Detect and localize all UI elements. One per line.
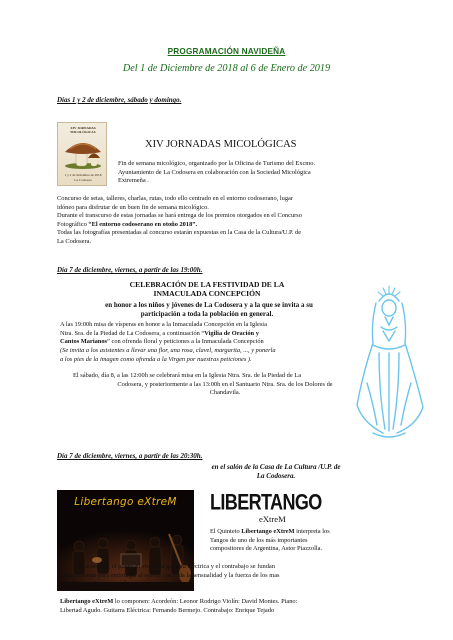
body-line: Concurso de setas, talleres, charlas, rutas, todo ello centrado en el entorno codoserano, lugar [57,195,294,202]
poster-line: MICOLÓGICAS [70,130,96,134]
mycology-poster [57,122,107,186]
mushroom-icon [62,136,104,170]
mass-line [60,330,259,339]
saturday-line: Codosera, y posteriormente a las 13:00h en el Santuario Ntra. Sra. de los Dolores de [117,380,333,388]
quintet-line [210,528,330,537]
quintet-name: Libertango eXtreM [241,528,295,535]
mass-line [60,338,264,347]
poster-title: Libertango eXtreM [74,496,177,508]
quintet-line: compositores de Argentina, Astor Piazzolla. [210,545,323,553]
festivity-title-line: CELEBRACIÓN DE LA FESTIVIDAD DE LA [129,280,285,289]
contest-prefix: Fotográfico [57,220,89,228]
contest-line [57,221,197,230]
mass-line-text: Ntra. Sra. de la Piedad de La Codosera, a continuación “ [60,329,205,337]
intro-line: Ayuntamiento de La Codosera en colaboración con la Sociedad Micológica [118,168,311,176]
body-line: idóneo para disfrutar de un buen fin de semana micológico. [57,203,209,211]
libertango-logo-sub: eXtreM [259,514,286,524]
invite-line: participación a toda la población en general. [140,310,274,318]
poster-line: 1 y 2 de diciembre de 2018 [64,173,102,177]
invite-line: en honor a los niños y jóvenes de La Codosera y a la que se invita a su [105,301,313,309]
page-subtitle: Del 1 de Diciembre de 2018 al 6 de Enero de 2019 [122,63,331,74]
body-line: magistralmente para embriagar al oyente con toda la sensualidad y la fuerza de los mas [57,571,280,579]
members-line [60,598,297,607]
contest-name: “El entorno codoserano en otoño 2018”. [88,220,198,228]
intro-line: Fin de semana micológico, organizado por la Oficina de Turismo del Excmo. [118,160,316,167]
quintet-line: Tangos de uno de los más importantes [210,536,308,544]
virgin-mary-icon [343,283,435,441]
members-prefix: Libertango eXtreM [60,598,114,605]
members-line: Libertad Agudo. Guitarra Eléctrica: Fernando Bermejo. Contrabajo: Enrique Tejado [60,606,275,614]
venue-line: La Codosera. [256,472,296,481]
event-title-micologicas: XIV JORNADAS MICOLÓGICAS [145,139,297,150]
marian-songs: Cantos Marianos [60,338,108,346]
intro-line: Extremeña . [118,177,149,185]
venue-line: en el salón de la Casa de La Cultura /U.P. de [211,463,341,471]
saturday-line: Chandavila. [209,389,241,397]
vigil-name: Vigilia de Oración y [204,329,259,337]
mass-line: A las 19:00h misa de vísperas en honor a la Inmaculada Concepción en la Iglesia [60,321,267,328]
page-title: PROGRAMACIÓN NAVIDEÑA [167,47,286,56]
poster-line: La Codosera [74,178,92,182]
libertango-logo: LIBERTANGO [210,490,322,515]
quintet-text: interpreta los [294,528,330,535]
note-line: a los pies de la imagen como ofrenda a la Virgen por nuestras peticiones ). [60,355,252,363]
body-line: El acordeón, el piano, el violín, la guitarra eléctrica y el contrabajo se fundan [78,563,275,570]
quintet-prefix: El Quinteto [210,528,242,535]
body-line: Todas las fotografías presentadas al concurso estarán expuestas en la Casa de la Cultura/U.P. de [57,229,302,237]
saturday-line: El sábado, día 8, a las 12:00h se celebrará misa en la Iglesia Ntra. Sra. de la Piedad de La [73,372,302,379]
section1-heading: Días 1 y 2 de diciembre, sábado y domingo. [57,96,182,104]
body-line: bellos Tangos Instrumentales. [57,580,133,588]
body-line: Durante el transcurso de estas jornadas se hará entrega de los premios otorgados en el Concurso [57,212,302,220]
members-text: lo componen: Acordeón: Leonor Rodrigo Violín: David Montes. Piano: [113,598,298,605]
note-line: (Se invita a los asistentes a llevar una flor, una rosa, clavel, margarita, ..., y ponerla [60,347,276,354]
section3-heading: Día 7 de diciembre, viernes, a partir de las 20:30h. [57,452,203,460]
body-line: La Codosera. [57,238,92,245]
mass-line-text: ” con ofrenda floral y peticiones a la Inmaculada Concepción [107,338,264,346]
poster-line: XIV JORNADAS [70,126,96,130]
section2-heading: Día 7 de diciembre, viernes, a partir de las 19:00h. [57,266,203,274]
festivity-title-line: INMACULADA CONCEPCIÓN [153,289,261,299]
